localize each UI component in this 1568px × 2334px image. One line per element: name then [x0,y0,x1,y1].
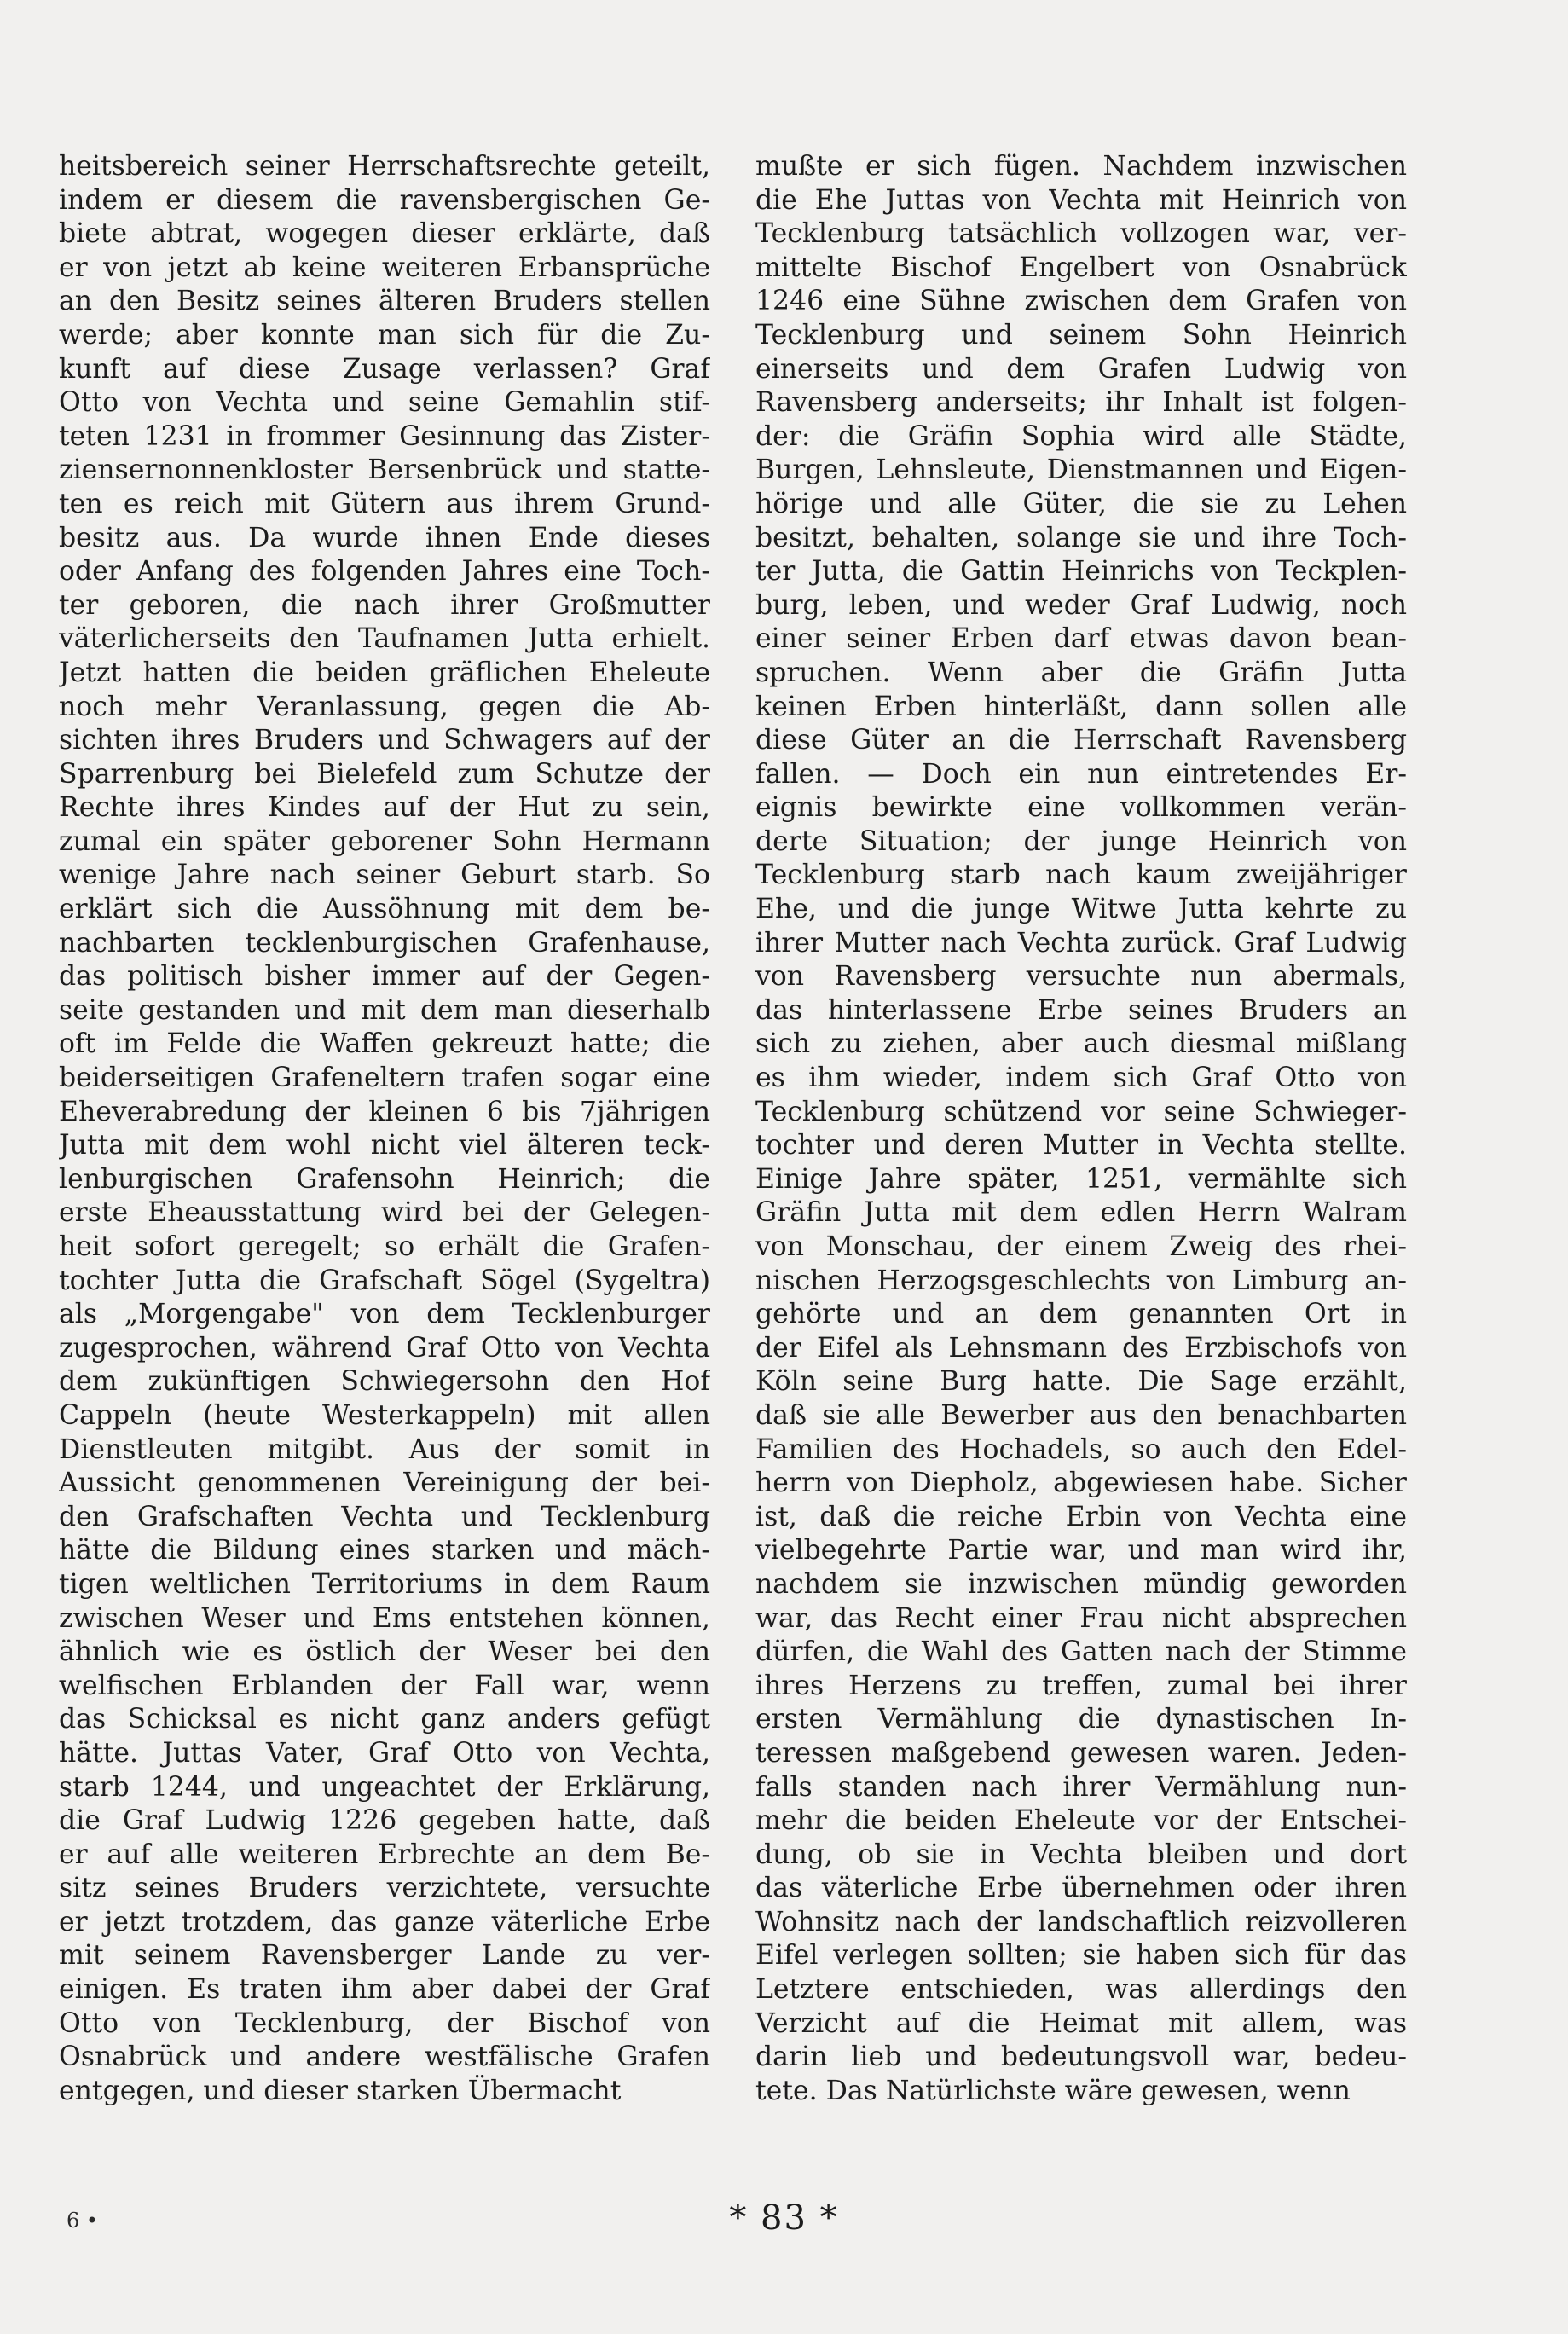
text-line: mittelte Bischof Engelbert von Osnabrück [755,252,1407,283]
text-line: ihres Herzens zu treffen, zumal bei ihrer [755,1670,1407,1701]
text-line: burg, leben, und weder Graf Ludwig, noch [755,589,1407,621]
text-line: wenige Jahre nach seiner Geburt starb. So [59,860,710,891]
text-line: an den Besitz seines älteren Bruders stellen [59,286,710,317]
text-line: daß sie alle Bewerber aus den benachbarten [755,1399,1407,1431]
text-line: werde; aber konnte man sich für die Zu- [59,319,710,350]
text-line: zugesprochen, während Graf Otto von Vechta [59,1332,710,1364]
text-line: Burgen, Lehnsleute, Dienstmannen und Eigen- [755,455,1407,486]
text-line: die Graf Ludwig 1226 gegeben hatte, daß [59,1805,710,1837]
text-line: von Monschau, der einem Zweig des rhei- [755,1231,1407,1262]
text-line: beiderseitigen Grafeneltern trafen sogar eine [59,1063,710,1094]
text-line: nischen Herzogsgeschlechts von Limburg an- [755,1265,1407,1296]
text-line: mußte er sich fügen. Nachdem inzwischen [755,151,1407,182]
text-line: einer seiner Erben darf etwas davon bean- [755,623,1407,655]
text-line: es ihm wieder, indem sich Graf Otto von [755,1063,1407,1094]
text-line: tigen weltlichen Territoriums in dem Raum [59,1568,710,1600]
text-line: Tecklenburg tatsächlich vollzogen war, ver- [755,218,1407,250]
text-line: Cappeln (heute Westerkappeln) mit allen [59,1399,710,1431]
text-line: Jutta mit dem wohl nicht viel älteren teck- [59,1130,710,1161]
text-line: Eheverabredung der kleinen 6 bis 7jährigen [59,1096,710,1127]
text-line: darin lieb und bedeutungsvoll war, bedeu- [755,2042,1407,2073]
text-line: vielbegehrte Partie war, und man wird ihr, [755,1535,1407,1567]
text-line: Dienstleuten mitgibt. Aus der somit in [59,1433,710,1465]
text-line: derte Situation; der junge Heinrich von [755,825,1407,857]
text-line: eignis bewirkte eine vollkommen verän- [755,792,1407,824]
text-line: das väterliche Erbe übernehmen oder ihren [755,1873,1407,1904]
text-line: das hinterlassene Erbe seines Bruders an [755,994,1407,1026]
text-line: dung, ob sie in Vechta bleiben und dort [755,1839,1407,1870]
text-line: heitsbereich seiner Herrschaftsrechte geteilt, [59,151,710,182]
text-line: starb 1244, und ungeachtet der Erklärung, [59,1771,710,1803]
text-line: einerseits und dem Grafen Ludwig von [755,353,1407,385]
text-line: erste Eheausstattung wird bei der Gelegen- [59,1197,710,1229]
text-line: hätte die Bildung eines starken und mäch- [59,1535,710,1567]
text-line: tete. Das Natürlichste wäre gewesen, wenn [755,2075,1351,2106]
text-line: teten 1231 in frommer Gesinnung das Zister- [59,420,710,452]
text-line: den Grafschaften Vechta und Tecklenburg [59,1501,710,1532]
text-line: fallen. — Doch ein nun eintretendes Er- [755,758,1407,790]
text-line: seite gestanden und mit dem man dieserhalb [59,994,710,1026]
text-line: mehr die beiden Eheleute vor der Entschei- [755,1805,1407,1837]
text-line: herrn von Diepholz, abgewiesen habe. Sicher [755,1468,1407,1499]
text-line: Ravensberg anderseits; ihr Inhalt ist folgen- [755,387,1407,419]
text-line: ähnlich wie es östlich der Weser bei den [59,1636,710,1668]
text-line: falls standen nach ihrer Vermählung nun- [755,1771,1407,1803]
text-line: Sparrenburg bei Bielefeld zum Schutze der [59,758,710,790]
text-line: ziensernonnenkloster Bersenbrück und statte- [59,455,710,486]
text-line: kunft auf diese Zusage verlassen? Graf [59,353,710,385]
text-line: lenburgischen Grafensohn Heinrich; die [59,1163,710,1195]
text-line: heit sofort geregelt; so erhält die Grafen- [59,1231,710,1262]
text-line: Eifel verlegen sollten; sie haben sich für das [755,1940,1407,1972]
text-line: Rechte ihres Kindes auf der Hut zu sein, [59,792,710,824]
text-line: ter Jutta, die Gattin Heinrichs von Teckplen- [755,556,1407,588]
text-line: mit seinem Ravensberger Lande zu ver- [59,1940,710,1972]
text-line: hörige und alle Güter, die sie zu Lehen [755,488,1407,519]
page-number: * 83 * [729,2198,839,2238]
text-line: Ehe, und die junge Witwe Jutta kehrte zu [755,894,1407,925]
text-line: entgegen, und dieser starken Übermacht [59,2075,622,2106]
text-line: der: die Gräfin Sophia wird alle Städte, [755,420,1407,452]
signature-mark: 6 • [67,2209,99,2233]
text-line: Letztere entschieden, was allerdings den [755,1974,1407,2006]
text-line: Tecklenburg und seinem Sohn Heinrich [755,319,1407,350]
text-line: ersten Vermählung die dynastischen In- [755,1704,1407,1735]
text-line: ist, daß die reiche Erbin von Vechta eine [755,1501,1407,1532]
text-line: Gräfin Jutta mit dem edlen Herrn Walram [755,1197,1407,1229]
text-line: Köln seine Burg hatte. Die Sage erzählt, [755,1366,1407,1398]
text-line: zwischen Weser und Ems entstehen können, [59,1602,710,1634]
text-line: besitz aus. Da wurde ihnen Ende dieses [59,522,710,553]
text-line: der Eifel als Lehnsmann des Erzbischofs von [755,1332,1407,1364]
text-line: gehörte und an dem genannten Ort in [755,1299,1407,1330]
text-line: nachbarten tecklenburgischen Grafenhause, [59,927,710,959]
text-line: Tecklenburg schützend vor seine Schwieger- [755,1096,1407,1127]
text-line: dem zukünftigen Schwiegersohn den Hof [59,1366,710,1398]
text-line: besitzt, behalten, solange sie und ihre Toch- [755,522,1407,553]
text-line: er auf alle weiteren Erbrechte an dem Be- [59,1839,710,1870]
text-line: ten es reich mit Gütern aus ihrem Grund- [59,488,710,519]
text-line: Verzicht auf die Heimat mit allem, was [755,2007,1407,2039]
text-line: dürfen, die Wahl des Gatten nach der Stimme [755,1636,1407,1668]
text-line: biete abtrat, wogegen dieser erklärte, daß [59,218,710,250]
text-line: Tecklenburg starb nach kaum zweijähriger [755,860,1407,891]
text-line: das politisch bisher immer auf der Gegen- [59,961,710,993]
text-line: Familien des Hochadels, so auch den Edel- [755,1433,1407,1465]
right-text-column [755,150,1407,2108]
text-line: noch mehr Veranlassung, gegen die Ab- [59,691,710,722]
text-line: zumal ein später geborener Sohn Hermann [59,825,710,857]
text-line: Wohnsitz nach der landschaftlich reizvolleren [755,1906,1407,1937]
text-line: von Ravensberg versuchte nun abermals, [755,961,1407,993]
text-line: teressen maßgebend gewesen waren. Jeden- [755,1737,1407,1769]
text-line: Einige Jahre später, 1251, vermählte sich [755,1163,1407,1195]
text-line: einigen. Es traten ihm aber dabei der Graf [59,1974,710,2006]
text-line: Otto von Tecklenburg, der Bischof von [59,2007,710,2039]
text-line: Otto von Vechta und seine Gemahlin stif- [59,387,710,419]
text-line: spruchen. Wenn aber die Gräfin Jutta [755,657,1407,688]
text-line: väterlicherseits den Taufnamen Jutta erhielt. [59,623,710,655]
text-line: er von jetzt ab keine weiteren Erbansprüche [59,252,710,283]
text-line: oft im Felde die Waffen gekreuzt hatte; die [59,1028,710,1060]
text-line: diese Güter an die Herrschaft Ravensberg [755,725,1407,756]
text-line: hätte. Juttas Vater, Graf Otto von Vechta, [59,1737,710,1769]
text-line: sitz seines Bruders verzichtete, versuchte [59,1873,710,1904]
left-text-column [59,150,710,2108]
text-line: 1246 eine Sühne zwischen dem Grafen von [755,286,1407,317]
text-line: die Ehe Juttas von Vechta mit Heinrich von [755,184,1407,216]
text-line: sich zu ziehen, aber auch diesmal mißlang [755,1028,1407,1060]
text-line: Jetzt hatten die beiden gräflichen Eheleute [59,657,710,688]
text-line: welfischen Erblanden der Fall war, wenn [59,1670,710,1701]
text-line: indem er diesem die ravensbergischen Ge- [59,184,710,216]
text-line: oder Anfang des folgenden Jahres eine Toch- [59,556,710,588]
text-line: tochter Jutta die Grafschaft Sögel (Sygeltra) [59,1265,710,1296]
text-line: das Schicksal es nicht ganz anders gefügt [59,1704,710,1735]
text-line: als „Morgengabe" von dem Tecklenburger [59,1299,710,1330]
text-line: keinen Erben hinterläßt, dann sollen alle [755,691,1407,722]
text-line: nachdem sie inzwischen mündig geworden [755,1568,1407,1600]
text-line: tochter und deren Mutter in Vechta stellte. [755,1130,1407,1161]
text-line: erklärt sich die Aussöhnung mit dem be- [59,894,710,925]
text-line: ihrer Mutter nach Vechta zurück. Graf Ludwig [755,927,1407,959]
text-line: er jetzt trotzdem, das ganze väterliche Erbe [59,1906,710,1937]
text-line: ter geboren, die nach ihrer Großmutter [59,589,710,621]
text-line: Osnabrück und andere westfälische Grafen [59,2042,710,2073]
text-line: sichten ihres Bruders und Schwagers auf der [59,725,710,756]
text-line: war, das Recht einer Frau nicht absprechen [755,1602,1407,1634]
text-line: Aussicht genommenen Vereinigung der bei- [59,1468,710,1499]
